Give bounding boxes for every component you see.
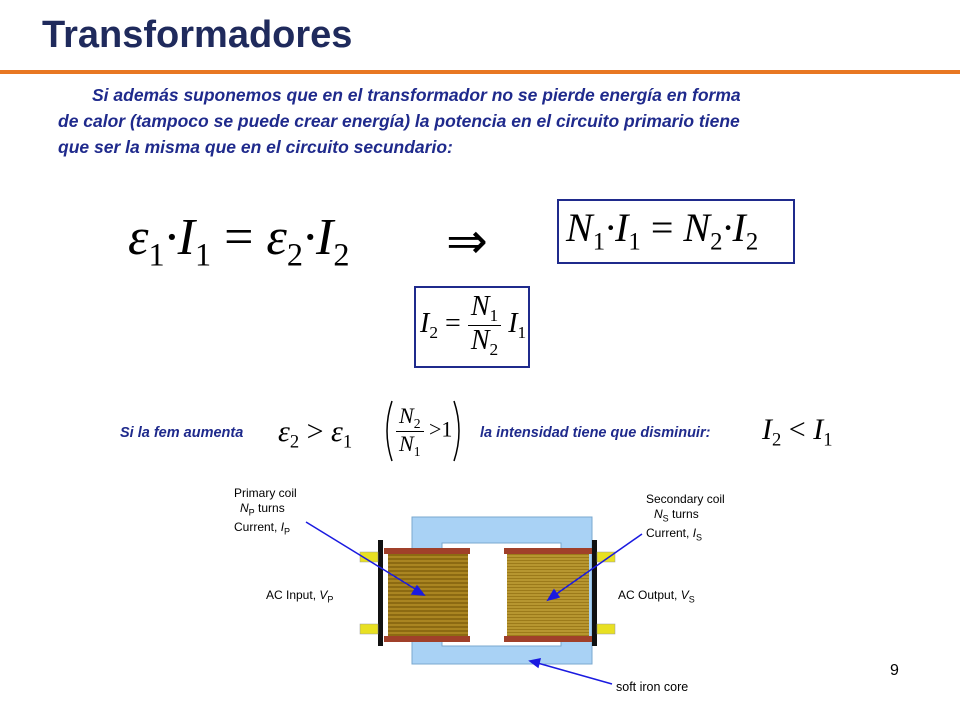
paragraph-line-3: que ser la misma que en el circuito secundario: [58,137,453,157]
secondary-coil [504,548,592,642]
implies-arrow: ⇒ [446,212,488,270]
condition-right-text: la intensidad tiene que disminuir: [480,425,711,441]
core-pointer-head [530,659,540,667]
slide-title: Transformadores [42,14,353,56]
emf-inequality: $\varepsilon_2 > \varepsilon_1$ [278,415,353,453]
output-terminal-top [597,552,615,562]
output-terminal-bottom [597,624,615,634]
input-terminal-bottom [360,624,378,634]
primary-terminal-plate [378,540,383,646]
ac-output-label: AC Output, $V_S$ [618,588,695,605]
turns-current-equation: $N_1\cdot I_1 = N_2\cdot I_2$ [566,205,759,256]
secondary-coil-label: Secondary coil $N_S$ turns Current, $I_S$ [646,492,725,543]
ac-input-label: AC Input, $V_P$ [266,588,334,605]
paragraph-line-2: de calor (tampoco se puede crear energía) la potencia en el circuito primario tiene [58,111,740,131]
primary-coil [384,548,470,642]
condition-left-text: Si la fem aumenta [120,425,244,441]
turns-ratio-inequality: $\frac{N_2}{N_1}$ >1 [384,398,462,464]
power-equality-equation: $\varepsilon_1\cdot I_1 = \varepsilon_2\cdot I_2$ [128,209,350,273]
paragraph-line-1: Si además suponemos que en el transformador no se pierde energía en forma [92,85,741,105]
core-pointer [534,662,612,684]
secondary-terminal-plate [592,540,597,646]
soft-iron-core-label: soft iron core [616,680,689,694]
page-number: 9 [890,662,899,679]
current-inequality: $I_2 < I_1$ [762,413,833,451]
primary-coil-label: Primary coil $N_P$ turns Current, $I_P$ [234,486,297,537]
current-ratio-equation: $I_2$ = $\frac{N_1}{N_2}$ $I_1$ [420,291,527,360]
